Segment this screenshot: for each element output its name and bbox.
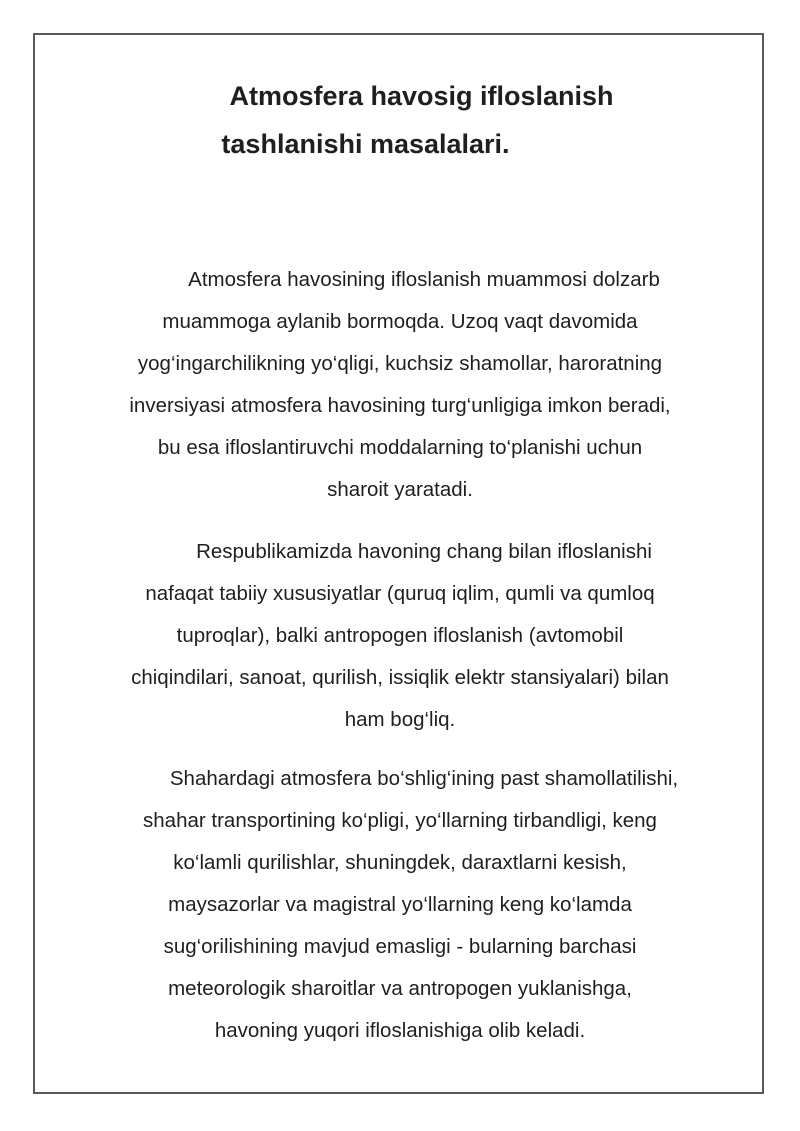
paragraph-line: Respublikamizda havoning chang bilan ifloslanishi: [196, 540, 652, 563]
paragraph-line: Shahardagi atmosfera bo‘shlig‘ining past shamollatilishi,: [169, 767, 679, 790]
paragraph-line: tuproqlar), balki antropogen ifloslanish (avtomobil: [176, 624, 624, 647]
paragraph-line: yog‘ingarchilikning yo‘qligi, kuchsiz shamollar, haroratning: [137, 352, 663, 375]
paragraph-line: shahar transportining ko‘pligi, yo‘llarning tirbandligi, keng: [143, 809, 657, 832]
paragraph-line: meteorologik sharoitlar va antropogen yuklanishga,: [168, 977, 632, 1000]
paragraph-line: maysazorlar va magistral yo‘llarning keng ko‘lamda: [168, 893, 632, 916]
paragraph-line: ham bog‘liq.: [344, 708, 456, 731]
paragraph-line: chiqindilari, sanoat, qurilish, issiqlik elektr stansiyalari) bilan: [131, 666, 669, 689]
paragraph-line: sug‘orilishining mavjud emasligi - bularning barchasi: [163, 935, 637, 958]
paragraph-line: muammoga aylanib bormoqda. Uzoq vaqt davomida: [162, 310, 638, 333]
paragraph-line: nafaqat tabiiy xususiyatlar (quruq iqlim, qumli va qumloq: [145, 582, 655, 605]
paragraph-1: [70, 259, 730, 511]
paragraph-3: [70, 758, 730, 1052]
paragraph-2: [70, 531, 730, 741]
paragraph-line: ko‘lamli qurilishlar, shuningdek, daraxtlarni kesish,: [173, 851, 627, 874]
document-title: [33, 72, 764, 168]
paragraph-line: Atmosfera havosining ifloslanish muammosi dolzarb: [188, 268, 660, 291]
paragraph-line: inversiyasi atmosfera havosining turg‘unligiga imkon beradi,: [129, 394, 671, 417]
paragraph-line: havoning yuqori ifloslanishiga olib keladi.: [214, 1019, 586, 1042]
paragraph-line: bu esa ifloslantiruvchi moddalarning to‘planishi uchun: [157, 436, 643, 459]
title-line-1: Atmosfera havosig ifloslanish: [229, 81, 614, 111]
paragraph-line: sharoit yaratadi.: [327, 478, 473, 501]
title-line-2: tashlanishi masalalari.: [221, 129, 510, 159]
